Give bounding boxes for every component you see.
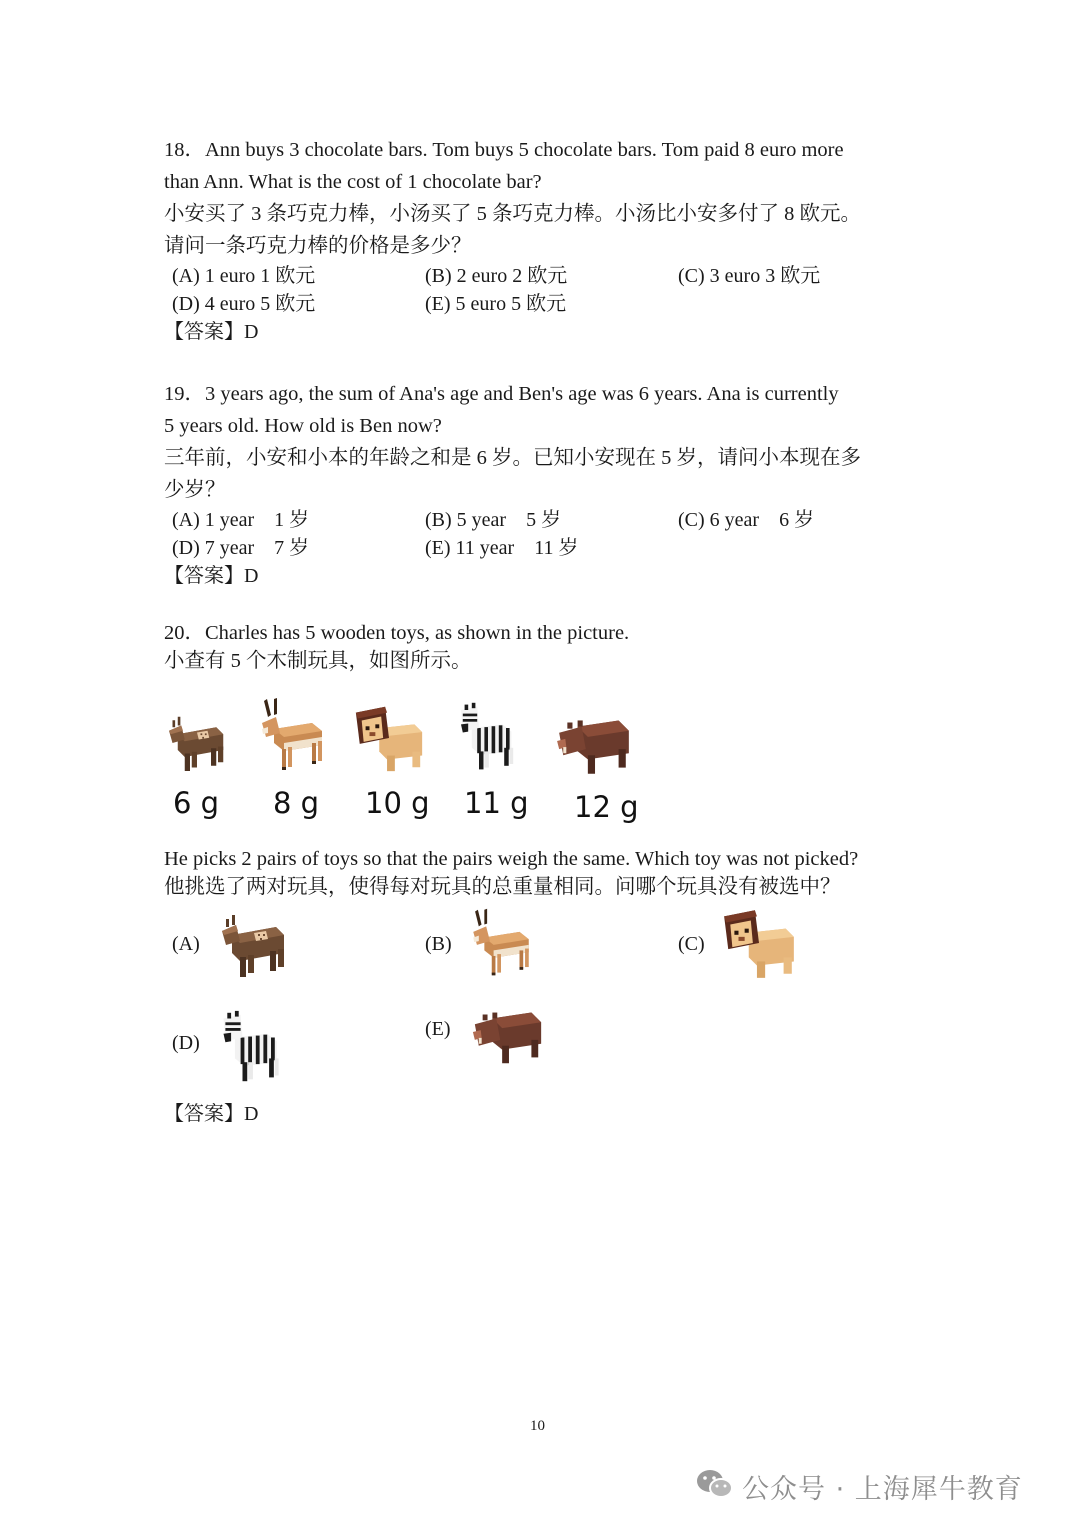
- page-number: 10: [530, 1418, 545, 1434]
- weight-label-lion: 10 g: [365, 786, 430, 820]
- lion-icon: [350, 698, 428, 778]
- q18-option-c: (C) 3 euro 3 欧元: [678, 265, 821, 287]
- q19-text-en-line2: 5 years old. How old is Ben now?: [164, 415, 442, 437]
- q19-option-e: (E) 11 year 11 岁: [425, 537, 579, 559]
- q18-text-zh-line1: 小安买了 3 条巧克力棒，小汤买了 5 条巧克力棒。小汤比小安多付了 8 欧元。: [164, 203, 861, 225]
- toy-weights-figure: [160, 690, 660, 825]
- watermark-text: 公众号 · 上海犀牛教育: [742, 1474, 1023, 1505]
- q18-option-a: (A) 1 euro 1 欧元: [172, 265, 316, 287]
- q19-text-en-line1: 19．3 years ago, the sum of Ana's age and Ben's age was 6 years. Ana is currently: [164, 383, 839, 405]
- q19-text-zh-line2: 少岁？: [164, 479, 226, 501]
- q20-option-e: (E): [425, 1018, 451, 1040]
- q20-text-en-line2: He picks 2 pairs of toys so that the pairs weigh the same. Which toy was not picked?: [164, 848, 859, 870]
- q20-option-b: (B): [425, 933, 452, 955]
- q20-text-en-line1: 20．Charles has 5 wooden toys, as shown in the picture.: [164, 622, 630, 644]
- lion-icon: [718, 902, 800, 984]
- q18-option-d: (D) 4 euro 5 欧元: [172, 293, 316, 315]
- q19-option-b: (B) 5 year 5 岁: [425, 509, 562, 531]
- q19-option-d: (D) 7 year 7 岁: [172, 537, 310, 559]
- boar-icon: [548, 702, 640, 784]
- weight-label-antelope: 8 g: [273, 786, 320, 820]
- q20-text-zh-line1: 小查有 5 个木制玩具，如图所示。: [164, 650, 472, 672]
- zebra-icon: [214, 1000, 290, 1094]
- q20-answer: 【答案】D: [164, 1103, 259, 1125]
- q18-text-en-line2: than Ann. What is the cost of 1 chocolate bar?: [164, 171, 542, 193]
- q19-option-c: (C) 6 year 6 岁: [678, 509, 815, 531]
- q18-option-e: (E) 5 euro 5 欧元: [425, 293, 567, 315]
- antelope-icon: [464, 900, 538, 986]
- zebra-icon: [452, 692, 524, 782]
- deer-icon: [214, 905, 294, 985]
- weight-label-deer: 6 g: [173, 786, 220, 820]
- q19-option-a: (A) 1 year 1 岁: [172, 509, 310, 531]
- q19-answer: 【答案】D: [164, 565, 259, 587]
- q20-option-a: (A): [172, 933, 200, 955]
- q18-text-zh-line2: 请问一条巧克力棒的价格是多少？: [164, 235, 472, 257]
- wechat-icon: [695, 1467, 735, 1501]
- wechat-watermark: [695, 1465, 1055, 1505]
- weight-label-boar: 12 g: [574, 790, 639, 824]
- q20-option-c: (C): [678, 933, 705, 955]
- q19-text-zh-line1: 三年前，小安和小本的年龄之和是 6 岁。已知小安现在 5 岁，请问小本现在多: [164, 447, 861, 469]
- deer-icon: [162, 708, 232, 778]
- q18-answer: 【答案】D: [164, 321, 259, 343]
- weight-label-zebra: 11 g: [464, 786, 529, 820]
- boar-icon: [462, 995, 554, 1073]
- q18-text-en-line1: 18．Ann buys 3 chocolate bars. Tom buys 5 chocolate bars. Tom paid 8 euro more: [164, 139, 844, 161]
- antelope-icon: [252, 690, 332, 780]
- q20-text-zh-line2: 他挑选了两对玩具，使得每对玩具的总重量相同。问哪个玩具没有被选中？: [164, 876, 841, 898]
- q20-option-d: (D): [172, 1032, 200, 1054]
- q18-option-b: (B) 2 euro 2 欧元: [425, 265, 568, 287]
